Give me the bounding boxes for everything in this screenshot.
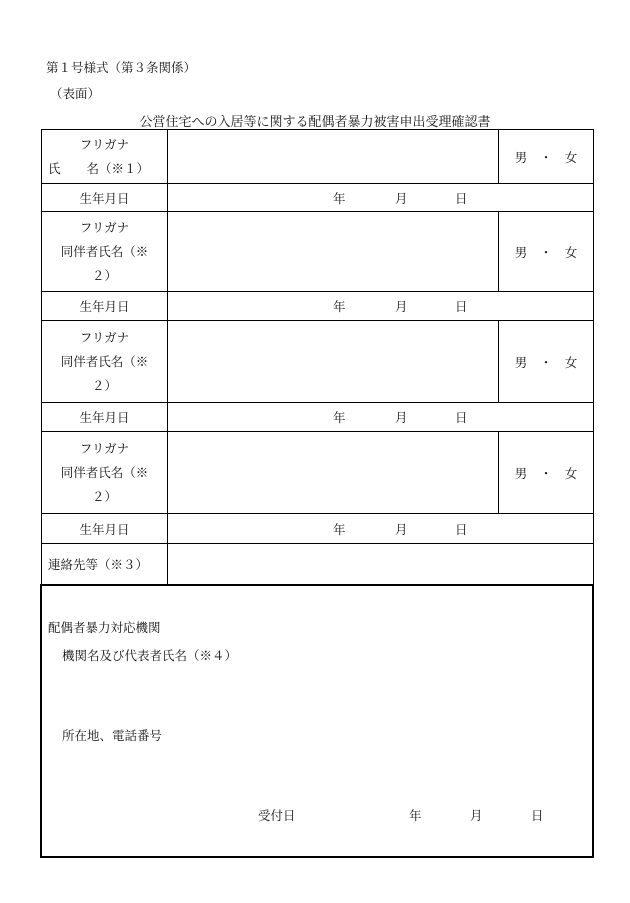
form-number: 第１号様式（第３条関係）	[46, 60, 197, 75]
applicant-name-row	[42, 130, 594, 184]
month-label: 月	[395, 299, 408, 314]
applicant-dob-label: 生年月日	[42, 184, 168, 212]
day-label: 日	[455, 299, 468, 314]
year-label: 年	[333, 190, 346, 206]
furigana-label: フリガナ	[79, 219, 130, 235]
companion-3-name-row	[42, 432, 594, 514]
companion-1-dob-label: 生年月日	[42, 292, 168, 321]
furigana-label: フリガナ	[79, 329, 130, 345]
name-label-b: 名（※１）	[86, 160, 150, 176]
applicant-name-label	[42, 130, 168, 184]
companion-2-name-row	[42, 321, 594, 403]
companion-name-label-line2: ２）	[91, 488, 117, 504]
contact-field[interactable]	[168, 544, 594, 585]
companion-2-name-label	[42, 321, 168, 403]
furigana-label: フリガナ	[79, 440, 130, 456]
month-label: 月	[395, 521, 408, 537]
applicant-sex-field[interactable]: 男 ・ 女	[499, 130, 594, 184]
companion-2-sex-field[interactable]: 男 ・ 女	[499, 321, 594, 403]
furigana-label: フリガナ	[79, 136, 130, 152]
companion-2-name-field[interactable]	[168, 321, 499, 403]
applicant-dob-field[interactable]	[168, 184, 594, 212]
day-label: 日	[455, 521, 468, 537]
month-label: 月	[395, 410, 408, 425]
applicant-dob-row	[42, 184, 594, 212]
companion-3-dob-field[interactable]	[168, 514, 594, 544]
companion-1-name-field[interactable]	[168, 212, 499, 292]
companion-3-dob-label: 生年月日	[42, 514, 168, 544]
companion-1-name-label	[42, 212, 168, 292]
received-year-label: 年	[409, 808, 422, 823]
agency-heading: 配偶者暴力対応機関	[48, 620, 161, 635]
received-day-label: 日	[531, 808, 544, 823]
companion-name-label-line1: 同伴者氏名（※	[60, 353, 149, 369]
year-label: 年	[333, 299, 346, 314]
received-date-label: 受付日	[258, 808, 296, 823]
companion-name-label-line1: 同伴者氏名（※	[60, 464, 149, 480]
side-label: （表面）	[50, 86, 101, 101]
day-label: 日	[455, 190, 468, 206]
companion-1-name-row	[42, 212, 594, 292]
companion-3-sex-field[interactable]: 男 ・ 女	[499, 432, 594, 514]
companion-name-label-line2: ２）	[91, 377, 117, 393]
companion-2-dob-label: 生年月日	[42, 403, 168, 432]
document-title: 公営住宅への入居等に関する配偶者暴力被害申出受理確認書	[139, 115, 491, 130]
name-label-a: 氏	[48, 160, 61, 176]
companion-3-name-field[interactable]	[168, 432, 499, 514]
received-month-label: 月	[470, 808, 483, 823]
companion-1-sex-field[interactable]: 男 ・ 女	[499, 212, 594, 292]
contact-label: 連絡先等（※３）	[42, 544, 168, 585]
companion-3-name-label	[42, 432, 168, 514]
applicant-table	[41, 129, 594, 585]
agency-name-label: 機関名及び代表者氏名（※４）	[62, 648, 238, 663]
applicant-name-field[interactable]	[168, 130, 499, 184]
companion-1-dob-row	[42, 292, 594, 321]
companion-2-dob-row	[42, 403, 594, 432]
companion-name-label-line2: ２）	[91, 267, 117, 283]
companion-1-dob-field[interactable]	[168, 292, 594, 321]
companion-name-label-line1: 同伴者氏名（※	[60, 243, 149, 259]
contact-row	[42, 544, 594, 585]
month-label: 月	[395, 190, 408, 206]
agency-section	[40, 584, 594, 858]
companion-3-dob-row	[42, 514, 594, 544]
year-label: 年	[333, 521, 346, 537]
day-label: 日	[455, 410, 468, 425]
year-label: 年	[333, 410, 346, 425]
agency-address-label: 所在地、電話番号	[62, 728, 163, 743]
companion-2-dob-field[interactable]	[168, 403, 594, 432]
